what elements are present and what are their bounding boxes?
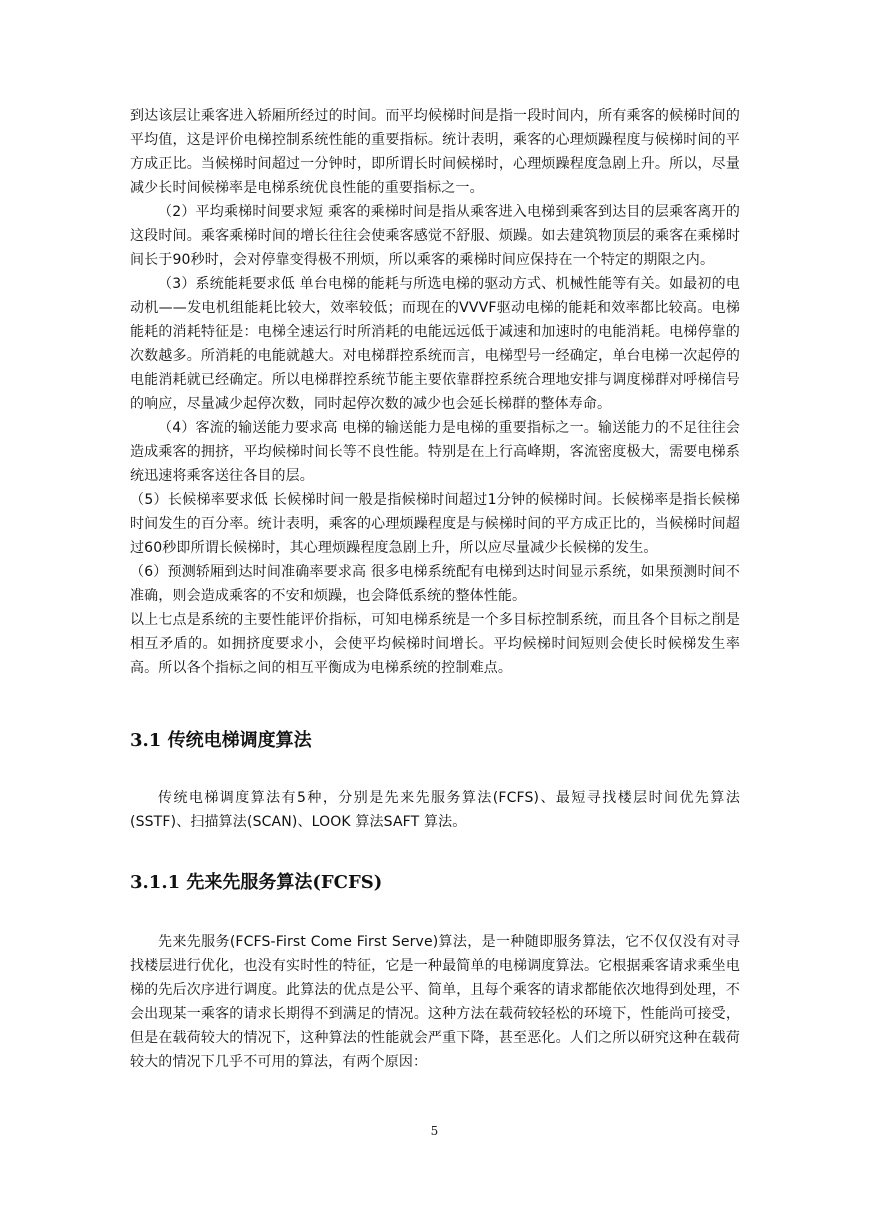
section-heading-3-1-1: 3.1.1 先来先服务算法(FCFS) — [130, 872, 383, 893]
paragraph-item-4: （4）客流的输送能力要求高 电梯的输送能力是电梯的重要指标之一。输送能力的不足往往会造成乘客的拥挤，平均候梯时间长等不良性能。特别是在上行高峰期，客流密度极大，需要电梯系统迅速将乘客送往各目的层。 — [130, 420, 740, 484]
paragraph-item-6: （6）预测轿厢到达时间准确率要求高 很多电梯系统配有电梯到达时间显示系统，如果预测时间不准确，则会造成乘客的不安和烦躁，也会降低系统的整体性能。 — [130, 564, 740, 604]
paragraph-item-3: （3）系统能耗要求低 单台电梯的能耗与所选电梯的驱动方式、机械性能等有关。如最初的电动机——发电机组能耗比较大，效率较低；而现在的VVVF驱动电梯的能耗和效率都比较高。电梯能耗的消耗特征是：电梯全速运行时所消耗的电能远远低于减速和加速时的电能消耗。电梯停靠的次数越多。所消耗的电能就越大。对电梯群控系统而言，电梯型号一经确定，单台电梯一次起停的电能消耗就已经确定。所以电梯群控系统节能主要依靠群控系统合理地安排与调度梯群对呼梯信号的响应，尽量减少起停次数，同时起停次数的减少也会延长梯群的整体寿命。 — [130, 276, 740, 412]
page-number: 5 — [430, 1124, 439, 1138]
paragraph-summary: 以上七点是系统的主要性能评价指标，可知电梯系统是一个多目标控制系统，而且各个目标之削是相互矛盾的。如拥挤度要求小，会使平均候梯时间增长。平均候梯时间短则会使长时候梯发生率高。所以各个指标之间的相互平衡成为电梯系统的控制难点。 — [130, 612, 740, 676]
section-3-1-1-paragraph: 先来先服务(FCFS-First Come First Serve)算法，是一种随即服务算法，它不仅仅没有对寻找楼层进行优化，也没有实时性的特征，它是一种最简单的电梯调度算法。它根据乘客请求乘坐电梯的先后次序进行调度。此算法的优点是公平、简单，且每个乘客的请求都能依次地得到处理，不会出现某一乘客的请求长期得不到满足的情况。这种方法在载荷较轻松的环境下，性能尚可接受，但是在载荷较大的情况下，这种算法的性能就会严重下降，甚至恶化。人们之所以研究这种在载荷较大的情况下几乎不可用的算法，有两个原因： — [130, 934, 740, 1070]
section-3-1-paragraph: 传统电梯调度算法有5种，分别是先来先服务算法(FCFS)、最短寻找楼层时间优先算法(SSTF)、扫描算法(SCAN)、LOOK 算法SAFT 算法。 — [130, 790, 740, 830]
section-heading-3-1: 3.1 传统电梯调度算法 — [130, 730, 312, 751]
paragraph-item-5: （5）长候梯率要求低 长候梯时间一般是指候梯时间超过1分钟的候梯时间。长候梯率是指长候梯时间发生的百分率。统计表明，乘客的心理烦躁程度是与候梯时间的平方成正比的，当候梯时间超过60秒即所谓长候梯时，其心理烦躁程度急剧上升，所以应尽量减少长候梯的发生。 — [130, 492, 740, 556]
paragraph-continuation: 到达该层让乘客进入轿厢所经过的时间。而平均候梯时间是指一段时间内，所有乘客的候梯时间的平均值，这是评价电梯控制系统性能的重要指标。统计表明，乘客的心理烦躁程度与候梯时间的平方成正比。当候梯时间超过一分钟时，即所谓长时间候梯时，心理烦躁程度急剧上升。所以，尽量减少长时间候梯率是电梯系统优良性能的重要指标之一。 — [130, 108, 740, 196]
document-page — [130, 104, 740, 1074]
paragraph-item-2: （2）平均乘梯时间要求短 乘客的乘梯时间是指从乘客进入电梯到乘客到达目的层乘客离开的这段时间。乘客乘梯时间的增长往往会使乘客感觉不舒服、烦躁。如去建筑物顶层的乘客在乘梯时间长于90秒时，会对停靠变得极不刑烦，所以乘客的乘梯时间应保持在一个特定的期限之内。 — [130, 204, 740, 268]
